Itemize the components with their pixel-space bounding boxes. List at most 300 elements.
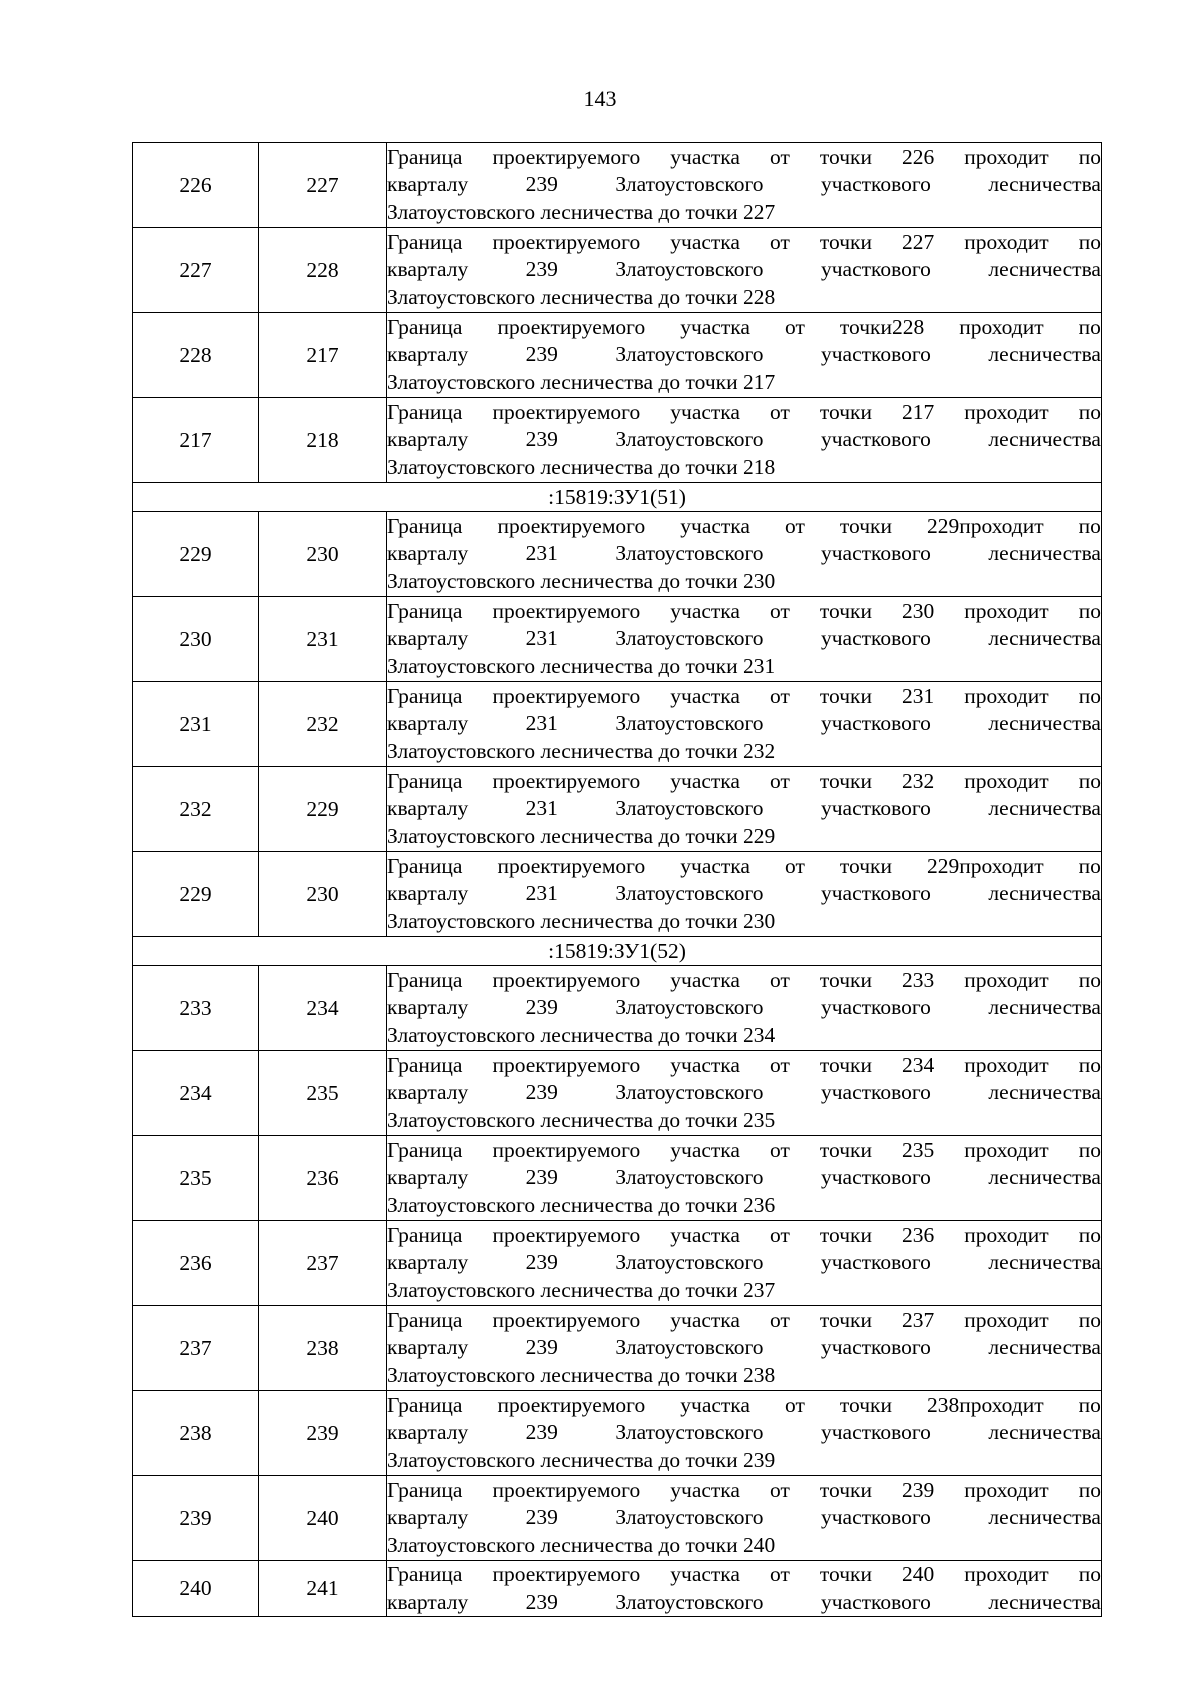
description-word: лесничества — [988, 541, 1101, 566]
description-word: кварталу — [387, 1250, 469, 1275]
description-word: участка — [670, 1222, 740, 1247]
boundary-description-cell — [387, 398, 1102, 483]
description-word: Златоустовского — [615, 1420, 764, 1445]
description-word: проектируемого — [492, 229, 641, 254]
description-line — [387, 1164, 1101, 1192]
boundary-description-cell — [387, 1221, 1102, 1306]
description-word: 230 — [902, 598, 935, 623]
from-point-cell: 236 — [133, 1221, 259, 1306]
description-word: лесничества — [988, 172, 1101, 197]
description-word: проектируемого — [497, 1392, 646, 1417]
description-word: кварталу — [387, 626, 469, 651]
boundary-description-cell — [387, 1136, 1102, 1221]
table-row — [133, 1051, 1102, 1136]
description-word: Граница — [387, 598, 463, 623]
from-point-cell: 231 — [133, 682, 259, 767]
description-word: по — [1078, 853, 1101, 878]
description-word: кварталу — [387, 995, 469, 1020]
description-word: лесничества — [988, 626, 1101, 651]
description-word: Златоустовского — [615, 257, 764, 282]
description-word: 231 — [902, 683, 935, 708]
description-word: по — [1078, 314, 1101, 339]
description-word: участкового — [820, 796, 931, 821]
description-word: проектируемого — [492, 683, 641, 708]
description-word: участкового — [820, 626, 931, 651]
from-point-cell: 235 — [133, 1136, 259, 1221]
description-word: Граница — [387, 1477, 463, 1502]
description-word: проходит — [964, 967, 1049, 992]
description-word: Златоустовского — [615, 626, 764, 651]
table-row — [133, 682, 1102, 767]
description-word: Граница — [387, 1562, 463, 1586]
from-point-cell: 227 — [133, 228, 259, 313]
description-word: участка — [670, 1562, 740, 1586]
description-word: проектируемого — [492, 1137, 641, 1162]
description-word: проектируемого — [492, 1307, 641, 1332]
table-row — [133, 512, 1102, 597]
description-word: кварталу — [387, 1420, 469, 1445]
description-word: 240 — [902, 1562, 935, 1586]
description-word: участкового — [820, 427, 931, 452]
description-line: Златоустовского лесничества до точки 239 — [387, 1447, 776, 1472]
description-line — [387, 341, 1101, 369]
description-word: лесничества — [988, 881, 1101, 906]
description-word: Граница — [387, 229, 463, 254]
boundary-description-cell — [387, 597, 1102, 682]
description-word: от — [770, 1562, 790, 1586]
description-word: кварталу — [387, 881, 469, 906]
description-word: Златоустовского — [615, 711, 764, 736]
description-word: проектируемого — [497, 314, 646, 339]
description-word: Граница — [387, 314, 463, 339]
description-word: Златоустовского — [615, 342, 764, 367]
to-point-cell: 232 — [259, 682, 387, 767]
description-word: Граница — [387, 1392, 463, 1417]
boundary-description-cell — [387, 1051, 1102, 1136]
description-word: по — [1078, 1562, 1101, 1586]
description-line — [387, 399, 1101, 427]
description-word: Златоустовского — [615, 881, 764, 906]
description-word: проходит — [964, 1222, 1049, 1247]
description-word: 239 — [525, 342, 558, 367]
description-word: участка — [670, 683, 740, 708]
description-word: проходит — [964, 1562, 1049, 1586]
description-word: точки — [839, 513, 892, 538]
description-word: по — [1078, 229, 1101, 254]
to-point-cell: 239 — [259, 1391, 387, 1476]
description-word: точки — [819, 1477, 872, 1502]
description-word: 229проходит — [927, 513, 1044, 538]
description-line: Златоустовского лесничества до точки 232 — [387, 738, 776, 763]
description-line — [387, 1137, 1101, 1165]
description-line: Златоустовского лесничества до точки 234 — [387, 1022, 776, 1047]
boundary-description-cell — [387, 143, 1102, 228]
description-word: участка — [670, 598, 740, 623]
description-line — [387, 1589, 1101, 1617]
description-word: проектируемого — [497, 853, 646, 878]
from-point-cell: 217 — [133, 398, 259, 483]
description-line — [387, 229, 1101, 257]
to-point-cell: 230 — [259, 512, 387, 597]
description-word: участкового — [820, 172, 931, 197]
table-body — [133, 143, 1102, 1617]
to-point-cell: 227 — [259, 143, 387, 228]
description-line: Златоустовского лесничества до точки 227 — [387, 199, 776, 224]
description-word: проходит — [964, 399, 1049, 424]
description-line: Златоустовского лесничества до точки 218 — [387, 454, 776, 479]
table-row — [133, 1306, 1102, 1391]
table-row — [133, 398, 1102, 483]
boundary-description-table — [132, 142, 1102, 1617]
description-word: проектируемого — [497, 513, 646, 538]
description-word: Златоустовского — [615, 1589, 764, 1614]
table-row — [133, 852, 1102, 937]
description-word: по — [1078, 683, 1101, 708]
description-word: от — [785, 513, 805, 538]
description-word: по — [1078, 1392, 1101, 1417]
description-word: 239 — [525, 1080, 558, 1105]
to-point-cell: 231 — [259, 597, 387, 682]
description-word: участка — [680, 1392, 750, 1417]
description-line — [387, 1334, 1101, 1362]
description-word: по — [1078, 1137, 1101, 1162]
description-word: лесничества — [988, 995, 1101, 1020]
description-word: Златоустовского — [615, 541, 764, 566]
description-word: точки — [819, 683, 872, 708]
boundary-description-cell — [387, 852, 1102, 937]
description-line: Златоустовского лесничества до точки 229 — [387, 823, 776, 848]
description-word: участкового — [820, 257, 931, 282]
from-point-cell: 233 — [133, 966, 259, 1051]
description-word: по — [1078, 1052, 1101, 1077]
description-word: участка — [680, 513, 750, 538]
to-point-cell: 238 — [259, 1306, 387, 1391]
description-word: кварталу — [387, 1080, 469, 1105]
description-line — [387, 1561, 1101, 1589]
description-word: участкового — [820, 541, 931, 566]
from-point-cell: 226 — [133, 143, 259, 228]
from-point-cell: 234 — [133, 1051, 259, 1136]
description-line — [387, 1079, 1101, 1107]
description-word: проектируемого — [492, 967, 641, 992]
description-word: Граница — [387, 1222, 463, 1247]
description-word: по — [1078, 1477, 1101, 1502]
description-word: Граница — [387, 399, 463, 424]
table-row — [133, 228, 1102, 313]
description-line — [387, 1504, 1101, 1532]
boundary-description-cell — [387, 1306, 1102, 1391]
description-line — [387, 1222, 1101, 1250]
description-word: участка — [670, 399, 740, 424]
description-word: лесничества — [988, 1080, 1101, 1105]
description-word: проходит — [964, 1307, 1049, 1332]
description-line — [387, 171, 1101, 199]
table-row — [133, 966, 1102, 1051]
description-line — [387, 625, 1101, 653]
description-word: по — [1078, 1307, 1101, 1332]
description-word: 239 — [525, 1420, 558, 1445]
description-word: проходит — [964, 598, 1049, 623]
description-word: по — [1078, 399, 1101, 424]
description-line — [387, 1419, 1101, 1447]
description-word: 236 — [902, 1222, 935, 1247]
description-word: Златоустовского — [615, 1080, 764, 1105]
description-word: лесничества — [988, 342, 1101, 367]
to-point-cell: 217 — [259, 313, 387, 398]
description-word: от — [770, 1222, 790, 1247]
description-word: 233 — [902, 967, 935, 992]
description-word: 239 — [525, 172, 558, 197]
description-word: от — [785, 853, 805, 878]
to-point-cell: 237 — [259, 1221, 387, 1306]
description-line: Златоустовского лесничества до точки 238 — [387, 1362, 776, 1387]
description-word: лесничества — [988, 1250, 1101, 1275]
description-word: 231 — [525, 796, 558, 821]
description-word: лесничества — [988, 1335, 1101, 1360]
description-word: Златоустовского — [615, 995, 764, 1020]
description-word: проектируемого — [492, 144, 641, 169]
description-word: точки — [819, 1137, 872, 1162]
description-word: участка — [670, 144, 740, 169]
description-word: точки — [819, 399, 872, 424]
description-word: 231 — [525, 541, 558, 566]
description-word: кварталу — [387, 172, 469, 197]
description-word: участка — [670, 967, 740, 992]
description-line: Златоустовского лесничества до точки 235 — [387, 1107, 776, 1132]
description-line: Златоустовского лесничества до точки 217 — [387, 369, 776, 394]
from-point-cell: 229 — [133, 852, 259, 937]
description-word: лесничества — [988, 711, 1101, 736]
description-line: Златоустовского лесничества до точки 230 — [387, 908, 776, 933]
description-word: участка — [670, 1477, 740, 1502]
from-point-cell: 232 — [133, 767, 259, 852]
description-word: кварталу — [387, 257, 469, 282]
description-line — [387, 144, 1101, 172]
description-word: кварталу — [387, 342, 469, 367]
description-word: 239 — [902, 1477, 935, 1502]
description-word: по — [1078, 768, 1101, 793]
description-word: проектируемого — [492, 399, 641, 424]
description-line: Златоустовского лесничества до точки 237 — [387, 1277, 776, 1302]
description-word: кварталу — [387, 796, 469, 821]
description-word: участка — [670, 1137, 740, 1162]
description-word: от — [785, 314, 805, 339]
description-line — [387, 768, 1101, 796]
description-word: участка — [670, 1052, 740, 1077]
description-word: участкового — [820, 1335, 931, 1360]
description-word: Граница — [387, 1307, 463, 1332]
to-point-cell: 236 — [259, 1136, 387, 1221]
description-line — [387, 1392, 1101, 1420]
description-word: 235 — [902, 1137, 935, 1162]
table-row — [133, 313, 1102, 398]
from-point-cell: 240 — [133, 1561, 259, 1617]
description-line: Златоустовского лесничества до точки 240 — [387, 1532, 776, 1557]
boundary-description-cell — [387, 1476, 1102, 1561]
description-word: участка — [670, 229, 740, 254]
to-point-cell: 229 — [259, 767, 387, 852]
to-point-cell: 240 — [259, 1476, 387, 1561]
description-word: от — [770, 768, 790, 793]
description-word: проходит — [959, 314, 1044, 339]
description-line — [387, 1249, 1101, 1277]
description-word: точки — [819, 967, 872, 992]
description-word: по — [1078, 967, 1101, 992]
description-word: 232 — [902, 768, 935, 793]
boundary-description-cell — [387, 228, 1102, 313]
table-row — [133, 597, 1102, 682]
section-label: :15819:ЗУ1(52) — [133, 937, 1102, 966]
description-word: лесничества — [988, 257, 1101, 282]
description-word: от — [785, 1392, 805, 1417]
table-row — [133, 1221, 1102, 1306]
description-word: от — [770, 1137, 790, 1162]
boundary-description-cell — [387, 313, 1102, 398]
description-word: Златоустовского — [615, 1250, 764, 1275]
table-row — [133, 1476, 1102, 1561]
description-word: участка — [670, 768, 740, 793]
description-word: Граница — [387, 768, 463, 793]
description-word: 231 — [525, 881, 558, 906]
boundary-description-cell — [387, 1561, 1102, 1617]
description-word: проектируемого — [492, 1222, 641, 1247]
description-word: лесничества — [988, 1165, 1101, 1190]
description-word: Граница — [387, 683, 463, 708]
description-word: Граница — [387, 513, 463, 538]
description-word: кварталу — [387, 1165, 469, 1190]
description-word: участкового — [820, 1589, 931, 1614]
description-word: от — [770, 399, 790, 424]
table-row — [133, 1561, 1102, 1617]
description-word: кварталу — [387, 1505, 469, 1530]
description-word: Граница — [387, 1052, 463, 1077]
description-word: Златоустовского — [615, 796, 764, 821]
description-word: точки — [819, 598, 872, 623]
description-word: Граница — [387, 967, 463, 992]
description-word: по — [1078, 1222, 1101, 1247]
description-word: от — [770, 144, 790, 169]
description-word: 217 — [902, 399, 935, 424]
description-line: Златоустовского лесничества до точки 231 — [387, 653, 776, 678]
description-word: 239 — [525, 427, 558, 452]
description-word: 239 — [525, 1165, 558, 1190]
description-word: по — [1078, 598, 1101, 623]
description-word: точки — [819, 1052, 872, 1077]
description-word: кварталу — [387, 427, 469, 452]
description-line — [387, 795, 1101, 823]
description-line — [387, 540, 1101, 568]
description-word: 238проходит — [927, 1392, 1044, 1417]
description-word: участка — [680, 314, 750, 339]
from-point-cell: 230 — [133, 597, 259, 682]
description-word: 227 — [902, 229, 935, 254]
description-word: 231 — [525, 711, 558, 736]
description-word: точки — [819, 1222, 872, 1247]
description-word: участкового — [820, 1420, 931, 1445]
description-word: 226 — [902, 144, 935, 169]
description-word: 239 — [525, 1505, 558, 1530]
description-word: Златоустовского — [615, 1165, 764, 1190]
boundary-description-cell — [387, 966, 1102, 1051]
to-point-cell: 234 — [259, 966, 387, 1051]
description-word: точки — [819, 1307, 872, 1332]
description-line — [387, 314, 1101, 342]
description-word: точки — [819, 229, 872, 254]
description-word: Граница — [387, 144, 463, 169]
boundary-description-cell — [387, 682, 1102, 767]
to-point-cell: 241 — [259, 1561, 387, 1617]
section-header-row — [133, 937, 1102, 966]
description-line — [387, 683, 1101, 711]
from-point-cell: 229 — [133, 512, 259, 597]
description-word: проходит — [964, 144, 1049, 169]
description-word: участкового — [820, 1250, 931, 1275]
description-word: 239 — [525, 1589, 558, 1614]
description-word: от — [770, 1477, 790, 1502]
description-line — [387, 513, 1101, 541]
description-word: от — [770, 229, 790, 254]
description-word: проектируемого — [492, 1562, 641, 1586]
description-word: 234 — [902, 1052, 935, 1077]
description-word: лесничества — [988, 1505, 1101, 1530]
table-row — [133, 1136, 1102, 1221]
description-word: проходит — [964, 1052, 1049, 1077]
description-word: кварталу — [387, 541, 469, 566]
table-row — [133, 767, 1102, 852]
description-word: лесничества — [988, 796, 1101, 821]
description-word: проектируемого — [492, 1052, 641, 1077]
description-word: проектируемого — [492, 1477, 641, 1502]
to-point-cell: 218 — [259, 398, 387, 483]
description-word: Златоустовского — [615, 1335, 764, 1360]
description-line — [387, 1307, 1101, 1335]
description-line: Златоустовского лесничества до точки 236 — [387, 1192, 776, 1217]
section-header-row — [133, 483, 1102, 512]
description-word: от — [770, 967, 790, 992]
description-word: участкового — [820, 1505, 931, 1530]
page-number: 143 — [583, 86, 617, 111]
description-line: Златоустовского лесничества до точки 228 — [387, 284, 776, 309]
description-word: участка — [670, 1307, 740, 1332]
description-line — [387, 1477, 1101, 1505]
from-point-cell: 239 — [133, 1476, 259, 1561]
to-point-cell: 228 — [259, 228, 387, 313]
from-point-cell: 228 — [133, 313, 259, 398]
description-line — [387, 710, 1101, 738]
description-word: от — [770, 1052, 790, 1077]
description-word: проходит — [964, 229, 1049, 254]
description-word: точки228 — [839, 314, 925, 339]
description-word: точки — [819, 768, 872, 793]
description-word: 239 — [525, 1250, 558, 1275]
description-word: лесничества — [988, 1589, 1101, 1614]
from-point-cell: 238 — [133, 1391, 259, 1476]
description-word: участкового — [820, 995, 931, 1020]
description-word: по — [1078, 513, 1101, 538]
description-word: проходит — [964, 768, 1049, 793]
description-word: от — [770, 683, 790, 708]
boundary-description-cell — [387, 1391, 1102, 1476]
description-word: 237 — [902, 1307, 935, 1332]
description-word: 229проходит — [927, 853, 1044, 878]
description-word: лесничества — [988, 427, 1101, 452]
description-word: 239 — [525, 257, 558, 282]
description-word: участка — [680, 853, 750, 878]
description-word: Златоустовского — [615, 1505, 764, 1530]
description-line: Златоустовского лесничества до точки 230 — [387, 568, 776, 593]
description-word: кварталу — [387, 1589, 469, 1614]
description-word: от — [770, 598, 790, 623]
